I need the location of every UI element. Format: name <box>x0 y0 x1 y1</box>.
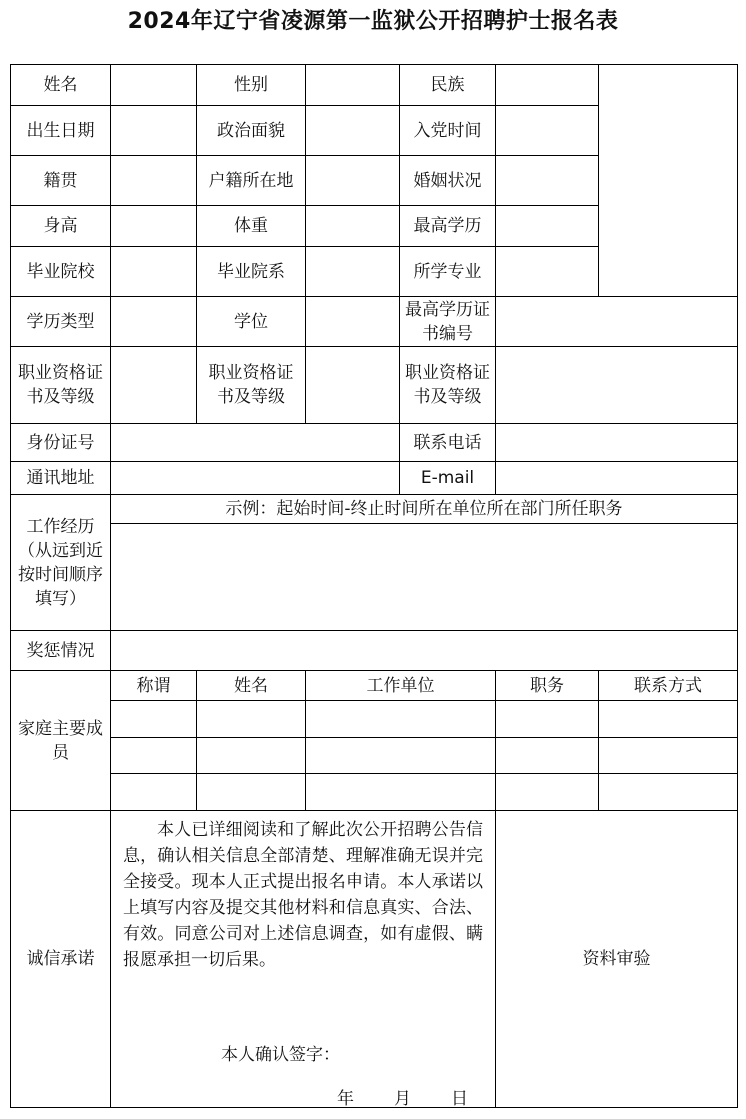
highest-education-field[interactable] <box>496 206 599 247</box>
work-history-label: 工作经历（从远到近按时间顺序填写） <box>11 495 111 631</box>
ethnicity-field[interactable] <box>496 65 599 106</box>
family-header-contact: 联系方式 <box>599 671 738 701</box>
signature-date <box>337 1087 468 1108</box>
row-id <box>11 424 738 462</box>
birth-date-field[interactable] <box>111 106 197 156</box>
family-relation-field[interactable] <box>111 701 197 738</box>
qualification-1-label: 职业资格证书及等级 <box>11 347 111 424</box>
weight-field[interactable] <box>306 206 400 247</box>
row-work-history <box>11 524 738 631</box>
row-awards <box>11 631 738 671</box>
major-field[interactable] <box>496 247 599 297</box>
phone-label: 联系电话 <box>400 424 496 462</box>
row-education <box>11 297 738 347</box>
family-position-field[interactable] <box>496 738 599 774</box>
address-field[interactable] <box>111 462 400 495</box>
family-name-field[interactable] <box>197 774 306 811</box>
family-contact-field[interactable] <box>599 738 738 774</box>
degree-label: 学位 <box>197 297 306 347</box>
row-qualification <box>11 347 738 424</box>
phone-field[interactable] <box>496 424 738 462</box>
family-contact-field[interactable] <box>599 774 738 811</box>
work-history-example: 示例：起始时间-终止时间所在单位所在部门所任职务 <box>111 495 738 524</box>
marital-status-field[interactable] <box>496 156 599 206</box>
family-relation-field[interactable] <box>111 774 197 811</box>
height-field[interactable] <box>111 206 197 247</box>
highest-education-label: 最高学历 <box>400 206 496 247</box>
household-location-field[interactable] <box>306 156 400 206</box>
family-position-field[interactable] <box>496 774 599 811</box>
qualification-2-label: 职业资格证书及等级 <box>197 347 306 424</box>
qualification-2-field[interactable] <box>306 347 400 424</box>
row-work-history-hint <box>11 495 738 524</box>
awards-field[interactable] <box>111 631 738 671</box>
family-header-position: 职务 <box>496 671 599 701</box>
pledge-label: 诚信承诺 <box>11 811 111 1108</box>
marital-status-label: 婚姻状况 <box>400 156 496 206</box>
family-relation-field[interactable] <box>111 738 197 774</box>
birth-date-label: 出生日期 <box>11 106 111 156</box>
political-status-field[interactable] <box>306 106 400 156</box>
date-day-label: 日 <box>451 1089 468 1108</box>
family-label: 家庭主要成员 <box>11 671 111 811</box>
family-row <box>11 738 738 774</box>
family-position-field[interactable] <box>496 701 599 738</box>
gender-label: 性别 <box>197 65 306 106</box>
address-label: 通讯地址 <box>11 462 111 495</box>
political-status-label: 政治面貌 <box>197 106 306 156</box>
height-label: 身高 <box>11 206 111 247</box>
education-type-field[interactable] <box>111 297 197 347</box>
row-address <box>11 462 738 495</box>
email-label: E-mail <box>400 462 496 495</box>
graduate-department-label: 毕业院系 <box>197 247 306 297</box>
awards-label: 奖惩情况 <box>11 631 111 671</box>
party-join-date-label: 入党时间 <box>400 106 496 156</box>
education-certificate-field[interactable] <box>496 297 738 347</box>
family-row <box>11 774 738 811</box>
family-name-field[interactable] <box>197 701 306 738</box>
email-field[interactable] <box>496 462 738 495</box>
signature-label: 本人确认签字： <box>221 1045 340 1065</box>
qualification-3-field[interactable] <box>496 347 738 424</box>
id-number-field[interactable] <box>111 424 400 462</box>
pledge-cell <box>111 811 496 1108</box>
graduate-school-field[interactable] <box>111 247 197 297</box>
weight-label: 体重 <box>197 206 306 247</box>
native-place-field[interactable] <box>111 156 197 206</box>
id-number-label: 身份证号 <box>11 424 111 462</box>
row-family-header <box>11 671 738 701</box>
row-basic-1 <box>11 65 738 106</box>
date-month-label: 月 <box>394 1089 411 1108</box>
household-location-label: 户籍所在地 <box>197 156 306 206</box>
education-certificate-label: 最高学历证书编号 <box>400 297 496 347</box>
registration-form-table <box>10 64 738 1108</box>
graduate-department-field[interactable] <box>306 247 400 297</box>
native-place-label: 籍贯 <box>11 156 111 206</box>
qualification-1-field[interactable] <box>111 347 197 424</box>
degree-field[interactable] <box>306 297 400 347</box>
family-employer-field[interactable] <box>306 738 496 774</box>
qualification-3-label: 职业资格证书及等级 <box>400 347 496 424</box>
name-label: 姓名 <box>11 65 111 106</box>
family-header-name: 姓名 <box>197 671 306 701</box>
date-year-label: 年 <box>337 1089 354 1108</box>
row-pledge <box>11 811 738 1108</box>
name-field[interactable] <box>111 65 197 106</box>
photo-area <box>599 65 738 297</box>
family-row <box>11 701 738 738</box>
work-history-field[interactable] <box>111 524 738 631</box>
party-join-date-field[interactable] <box>496 106 599 156</box>
family-contact-field[interactable] <box>599 701 738 738</box>
family-employer-field[interactable] <box>306 701 496 738</box>
ethnicity-label: 民族 <box>400 65 496 106</box>
family-header-employer: 工作单位 <box>306 671 496 701</box>
review-cell: 资料审验 <box>496 811 738 1108</box>
family-name-field[interactable] <box>197 738 306 774</box>
family-employer-field[interactable] <box>306 774 496 811</box>
major-label: 所学专业 <box>400 247 496 297</box>
form-title: 2024年辽宁省凌源第一监狱公开招聘护士报名表 <box>127 9 619 34</box>
family-header-relation: 称谓 <box>111 671 197 701</box>
education-type-label: 学历类型 <box>11 297 111 347</box>
gender-field[interactable] <box>306 65 400 106</box>
pledge-text: 本人已详细阅读和了解此次公开招聘公告信息，确认相关信息全部清楚、理解准确无误并完全接受。现本人正式提出报名申请。本人承诺以上填写内容及提交其他材料和信息真实、合法、有效。同意公司对上述信息调查，如有虚假、瞒报愿承担一切后果。 <box>123 820 483 970</box>
graduate-school-label: 毕业院校 <box>11 247 111 297</box>
